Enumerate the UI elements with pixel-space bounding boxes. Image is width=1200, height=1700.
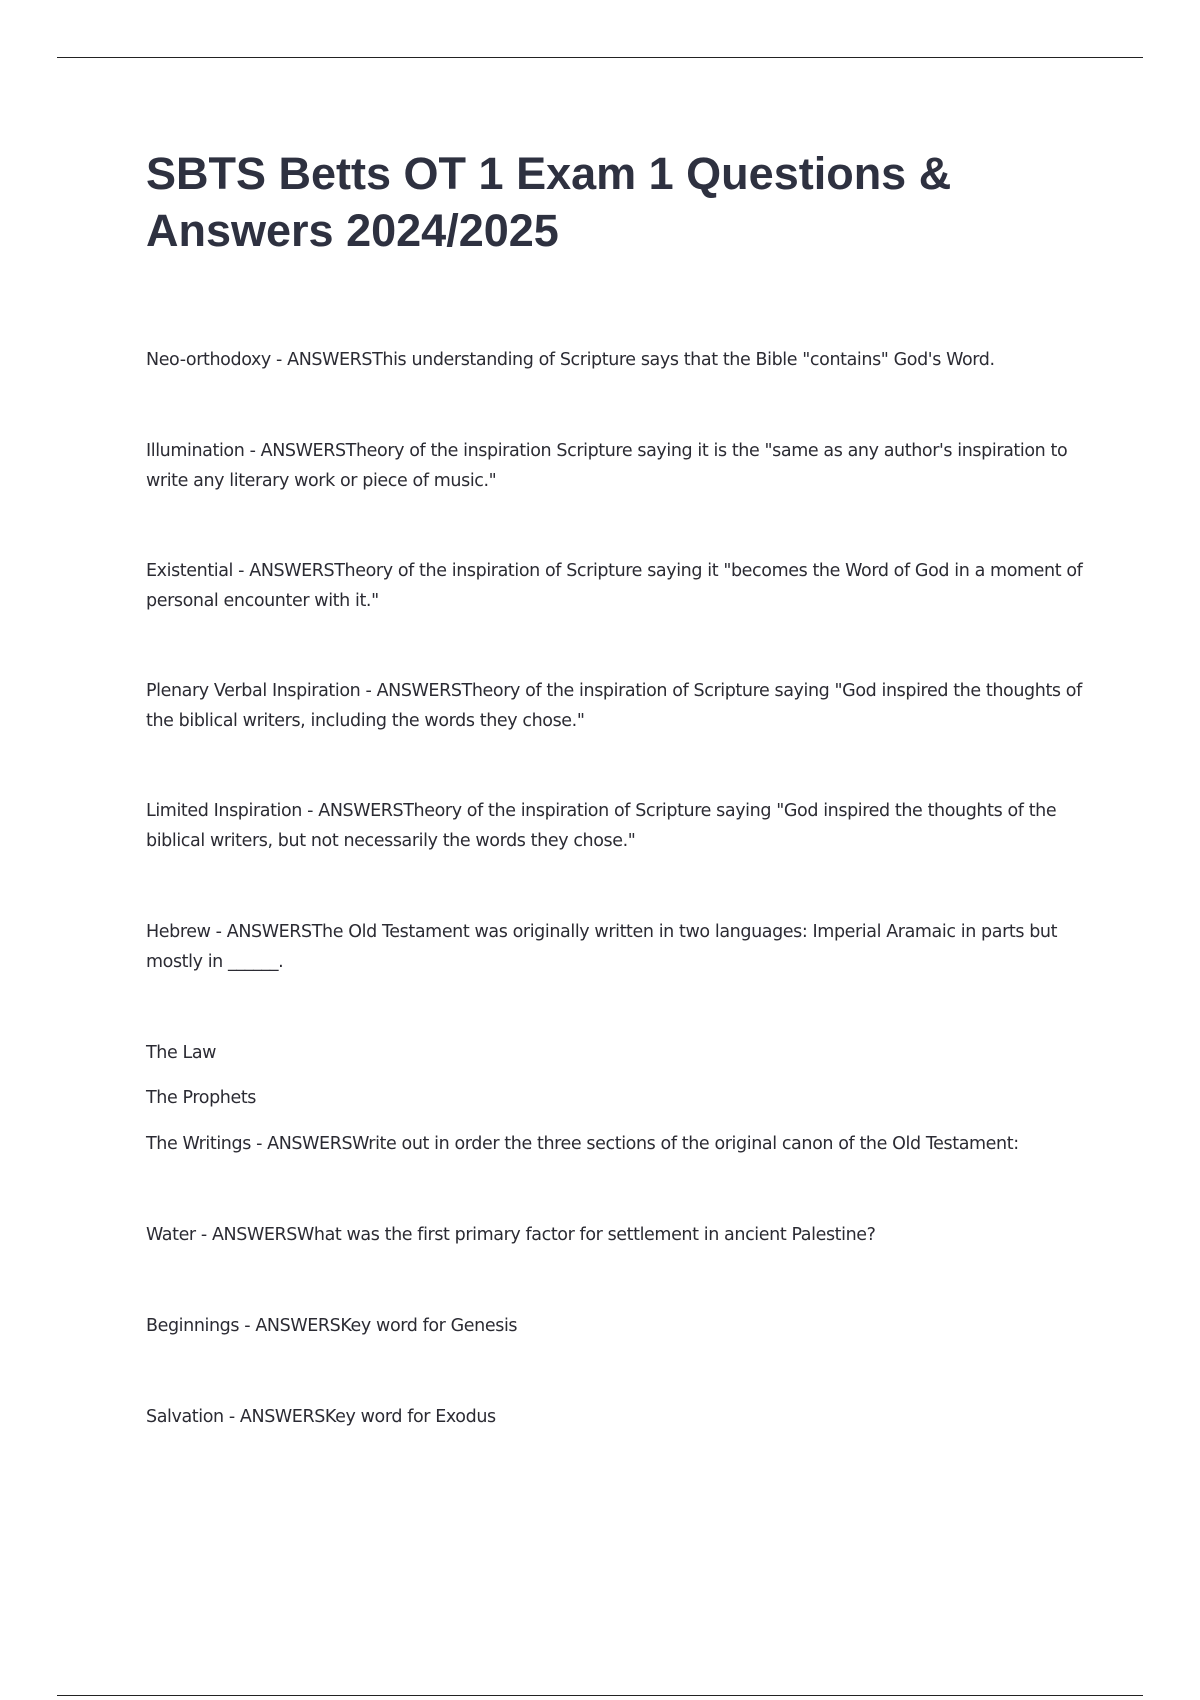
top-rule [57, 57, 1143, 58]
qa-item-plenary-verbal: Plenary Verbal Inspiration - ANSWERSTheory of the inspiration of Scripture saying "God inspired the thoughts of the biblical writers, including the words they chose." [146, 681, 1082, 731]
document-title: SBTS Betts OT 1 Exam 1 Questions & Answers 2024/2025 [146, 148, 952, 256]
bottom-rule [57, 1695, 1143, 1696]
qa-line-the-law: The Law [146, 1043, 217, 1063]
qa-item-existential: Existential - ANSWERSTheory of the inspiration of Scripture saying it "becomes the Word of God in a moment of personal encounter with it." [146, 561, 1083, 611]
qa-item-beginnings: Beginnings - ANSWERSKey word for Genesis [146, 1316, 518, 1336]
qa-item-hebrew: Hebrew - ANSWERSThe Old Testament was originally written in two languages: Imperial Aramaic in parts but mostly in ______. [146, 922, 1058, 972]
qa-item-the-writings: The Writings - ANSWERSWrite out in order the three sections of the original canon of the Old Testament: [146, 1134, 1019, 1154]
qa-item-salvation: Salvation - ANSWERSKey word for Exodus [146, 1407, 496, 1427]
qa-item-limited-inspiration: Limited Inspiration - ANSWERSTheory of the inspiration of Scripture saying "God inspired the thoughts of the biblical writers, but not necessarily the words they chose." [146, 801, 1057, 851]
qa-item-neo-orthodoxy: Neo-orthodoxy - ANSWERSThis understanding of Scripture says that the Bible "contains" God's Word. [146, 350, 995, 370]
qa-line-the-prophets: The Prophets [146, 1088, 257, 1108]
qa-item-illumination: Illumination - ANSWERSTheory of the inspiration Scripture saying it is the "same as any author's inspiration to write any literary work or piece of music." [146, 441, 1068, 491]
qa-item-water: Water - ANSWERSWhat was the first primary factor for settlement in ancient Palestine? [146, 1225, 876, 1245]
